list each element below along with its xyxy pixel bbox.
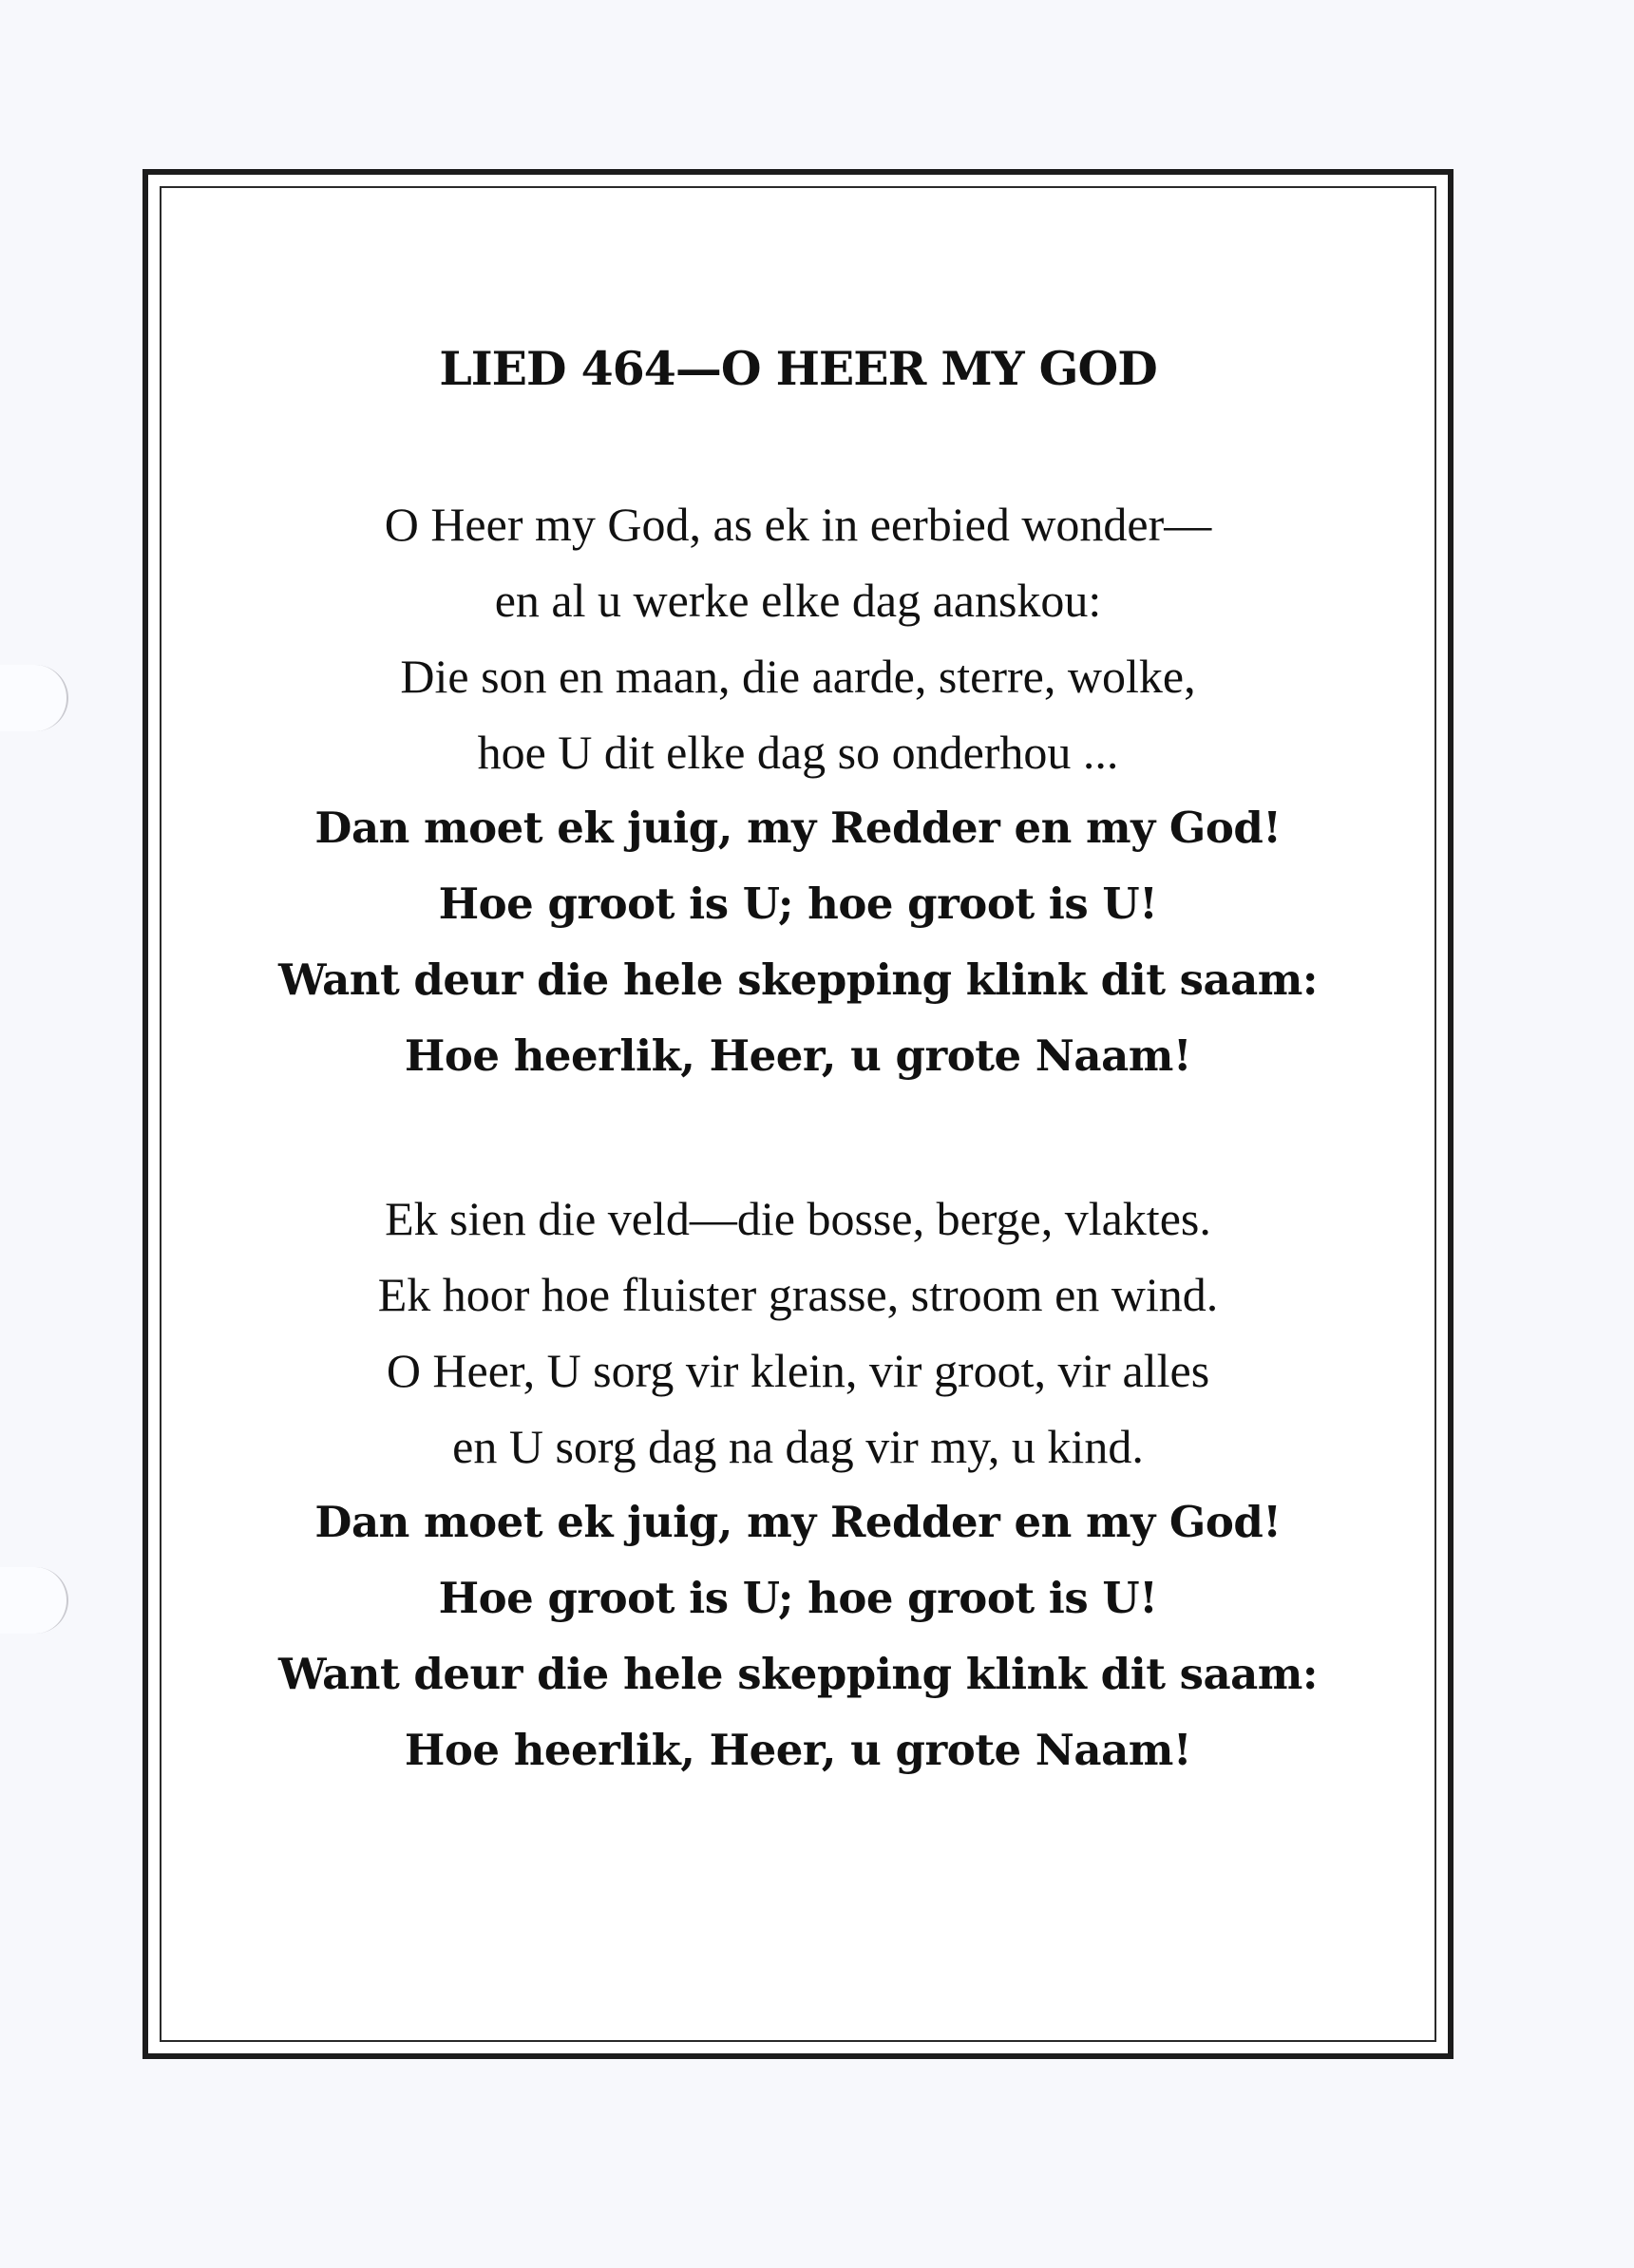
stanza-2 (148, 1181, 1448, 1788)
chorus-line: Hoe heerlik, Heer, u grote Naam! (404, 1030, 1192, 1081)
verse-line: O Heer my God, as ek in eerbied wonder— (384, 498, 1212, 551)
verse-line: Ek hoor hoe fluister grasse, stroom en wind. (377, 1268, 1219, 1321)
verse-line: Die son en maan, die aarde, sterre, wolke, (400, 650, 1196, 703)
punch-hole-bottom (0, 1567, 68, 1634)
hymn-title: LIED 464—O HEER MY GOD (439, 341, 1157, 396)
chorus-line: Hoe groot is U; hoe groot is U! (438, 879, 1158, 929)
stanza-1 (148, 486, 1448, 1094)
chorus-line: Hoe heerlik, Heer, u grote Naam! (404, 1725, 1192, 1775)
chorus-line: Dan moet ek juig, my Redder en my God! (314, 1497, 1282, 1547)
verse-line: en al u werke elke dag aanskou: (494, 574, 1102, 627)
chorus-line: Want deur die hele skepping klink dit saam: (277, 1649, 1319, 1699)
hymn-sheet-border (142, 169, 1454, 2059)
verse-line: Ek sien die veld—die bosse, berge, vlaktes. (385, 1192, 1211, 1245)
punch-hole-top (0, 665, 68, 731)
chorus-line: Hoe groot is U; hoe groot is U! (438, 1573, 1158, 1623)
verse-line: hoe U dit elke dag so onderhou ... (477, 726, 1119, 779)
chorus-line: Dan moet ek juig, my Redder en my God! (314, 803, 1282, 853)
verse-line: en U sorg dag na dag vir my, u kind. (452, 1420, 1144, 1473)
chorus-line: Want deur die hele skepping klink dit saam: (277, 954, 1319, 1005)
verse-line: O Heer, U sorg vir klein, vir groot, vir alles (386, 1344, 1210, 1397)
